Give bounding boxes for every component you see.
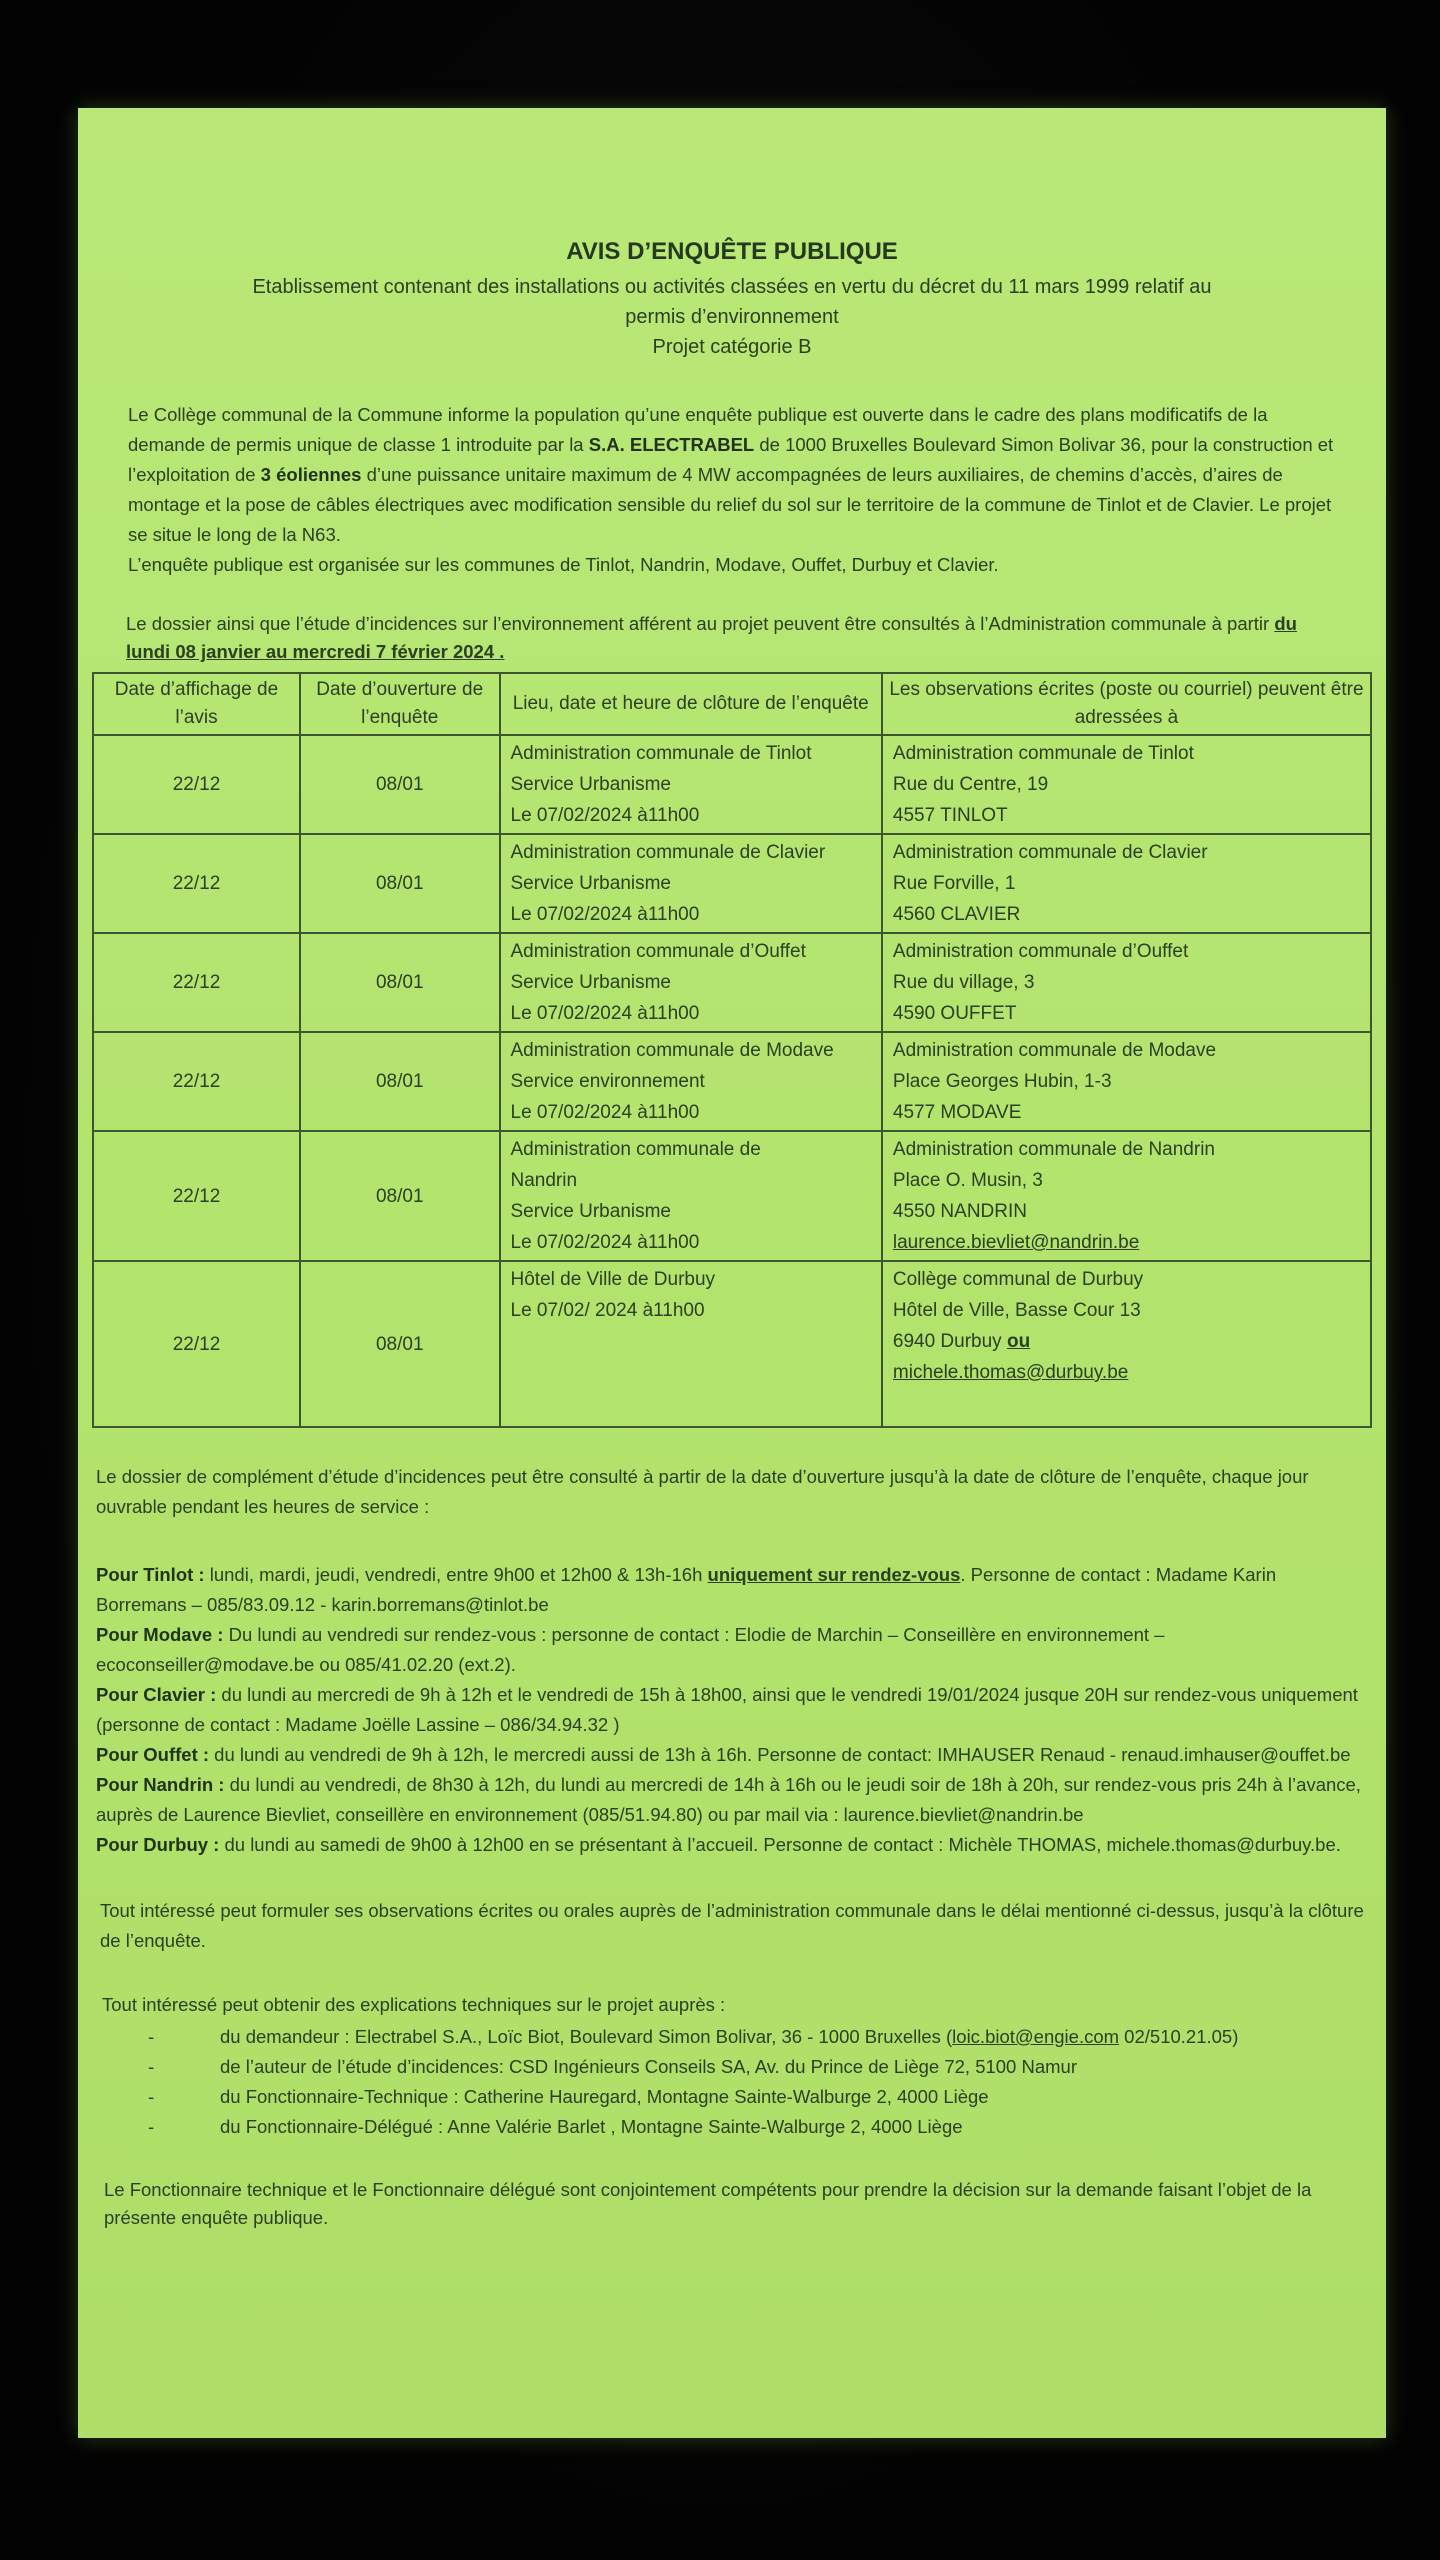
adresse-line: Hôtel de Ville, Basse Cour 13 [892, 1300, 1141, 1321]
adresse-line: 4557 TINLOT [892, 805, 1008, 826]
cell-lieu [500, 834, 882, 933]
adresse-line: 4560 CLAVIER [892, 904, 1021, 925]
lieu-line: Administration communale de Tinlot [510, 743, 812, 764]
durbuy-city: 6940 Durbuy [892, 1331, 1007, 1352]
lieu-line: Le 07/02/2024 à11h00 [510, 805, 700, 826]
contact-label: Pour Durbuy : [96, 1834, 220, 1855]
contact-text: Du lundi au vendredi sur rendez-vous : personne de contact : Elodie de Marchin – Conseillère en environnement – ecoconseiller@modave.be ou 085/41.02.20 (ext.2). [96, 1624, 1165, 1675]
intro-text-b: de 1000 Bruxelles Boulevard Simon Bolivar 36, pour la construction et l’exploitation de [128, 434, 1334, 485]
lieu-line: Le 07/02/2024 à11h00 [510, 1232, 700, 1253]
cell-affichage: 22/12 [93, 735, 300, 834]
contact-tinlot [96, 1560, 1368, 1620]
contact-label: Pour Modave : [96, 1624, 224, 1645]
header-affichage: Date d’affichage de l’avis [93, 673, 300, 735]
communes-paragraph: L’enquête publique est organisée sur les communes de Tinlot, Nandrin, Modave, Ouffet, Durbuy et Clavier. [128, 554, 999, 575]
table-row-tinlot [93, 735, 1371, 834]
adresse-line: Rue du Centre, 19 [892, 774, 1049, 795]
dash-bullet: - [148, 2086, 155, 2107]
cell-ouverture: 08/01 [300, 834, 500, 933]
lieu-line: Service environnement [510, 1071, 705, 1092]
consultation-period: du lundi 08 janvier au mercredi 7 février 2024 . [126, 613, 1297, 662]
contact-clavier [96, 1680, 1368, 1740]
lieu-line: Administration communale de Clavier [510, 842, 826, 863]
durbuy-email-link[interactable]: michele.thomas@durbuy.be [892, 1362, 1129, 1383]
cell-ouverture: 08/01 [300, 1131, 500, 1261]
table-row-nandrin [93, 1131, 1371, 1261]
table-row-durbuy [93, 1261, 1371, 1427]
contact-label: Pour Nandrin : [96, 1774, 225, 1795]
applicant-name: S.A. ELECTRABEL [588, 434, 755, 455]
cell-adresse [882, 1131, 1371, 1261]
contact-text: du lundi au vendredi de 9h à 12h, le mercredi aussi de 13h à 16h. Personne de contact: IMHAUSER Renaud - renaud.imhauser@ouffet.be [209, 1744, 1351, 1765]
dash-bullet: - [148, 2026, 155, 2047]
adresse-line: Administration communale de Nandrin [892, 1139, 1215, 1160]
adresse-line: Place O. Musin, 3 [892, 1170, 1043, 1191]
complement-paragraph: Le dossier de complément d’étude d’incidences peut être consulté à partir de la date d’ouverture jusqu’à la date de clôture de l’enquête, chaque jour ouvrable pendant les heures de service : [96, 1466, 1309, 1517]
header-ouverture: Date d’ouverture de l’enquête [300, 673, 500, 735]
list-item [148, 2082, 1362, 2112]
table-row-ouffet [93, 933, 1371, 1032]
cell-adresse [882, 735, 1371, 834]
lieu-line: Nandrin [510, 1170, 578, 1191]
intro-paragraph [128, 400, 1336, 550]
lieu-line: Administration communale de [510, 1139, 761, 1160]
appointment-only: uniquement sur rendez-vous [707, 1564, 961, 1585]
adresse-line: 4550 NANDRIN [892, 1201, 1027, 1222]
lieu-line: Le 07/02/2024 à11h00 [510, 904, 700, 925]
contact-ouffet [96, 1740, 1368, 1770]
intro-section [128, 400, 1336, 580]
cell-ouverture: 08/01 [300, 735, 500, 834]
cell-lieu [500, 1261, 882, 1427]
technical-intro: Tout intéressé peut obtenir des explications techniques sur le projet auprès : [102, 1994, 726, 2015]
applicant-email-link[interactable]: loic.biot@engie.com [952, 2026, 1120, 2047]
cell-ouverture: 08/01 [300, 1032, 500, 1131]
contact-text: . Personne de contact : Madame Karin Borremans – 085/83.09.12 - karin.borremans@tinlot.be [96, 1564, 1277, 1615]
turbine-count: 3 éoliennes [260, 464, 362, 485]
contact-text: du lundi au samedi de 9h00 à 12h00 en se présentant à l’accueil. Personne de contact : Michèle THOMAS, michele.thomas@durbuy.be. [219, 1834, 1341, 1855]
contact-durbuy [96, 1830, 1368, 1860]
notice-header [78, 108, 1386, 362]
applicant-contact: du demandeur : Electrabel S.A., Loïc Biot, Boulevard Simon Bolivar, 36 - 1000 Bruxelles ( [220, 2026, 953, 2047]
adresse-line: Rue Forville, 1 [892, 873, 1016, 894]
lieu-line: Administration communale de Modave [510, 1040, 834, 1061]
cell-adresse [882, 933, 1371, 1032]
cell-adresse [882, 834, 1371, 933]
cell-lieu [500, 735, 882, 834]
project-category: Projet catégorie B [652, 336, 812, 358]
adresse-line: Administration communale d’Ouffet [892, 941, 1189, 962]
contact-label: Pour Clavier : [96, 1684, 217, 1705]
table-row-clavier [93, 834, 1371, 933]
cell-lieu [500, 933, 882, 1032]
lieu-line: Service Urbanisme [510, 873, 671, 894]
header-adresse: Les observations écrites (poste ou courriel) peuvent être adressées à [882, 673, 1371, 735]
cell-affichage: 22/12 [93, 834, 300, 933]
adresse-line: 4590 OUFFET [892, 1003, 1017, 1024]
lieu-line: Le 07/02/2024 à11h00 [510, 1102, 700, 1123]
final-paragraph: Le Fonctionnaire technique et le Fonctionnaire délégué sont conjointement compétents pour prendre la décision sur la demande faisant l’objet de la présente enquête publique. [104, 2179, 1312, 2228]
notice-paper [78, 108, 1386, 2438]
adresse-line [893, 1326, 1360, 1357]
contact-text: lundi, mardi, jeudi, vendredi, entre 9h00 et 12h00 & 13h-16h [204, 1564, 708, 1585]
adresse-line: 4577 MODAVE [892, 1102, 1022, 1123]
lieu-line: Service Urbanisme [510, 774, 671, 795]
nandrin-email-link[interactable]: laurence.bievliet@nandrin.be [892, 1232, 1140, 1253]
adresse-line: Place Georges Hubin, 1-3 [892, 1071, 1112, 1092]
cell-ouverture: 08/01 [300, 1261, 500, 1427]
dossier-text: Le dossier ainsi que l’étude d’incidences sur l’environnement afférent au projet peuvent être consultés à l’Administration communale à partir [126, 613, 1275, 634]
cell-adresse [882, 1032, 1371, 1131]
intro-text-a: Le Collège communal de la Commune informe la population qu’une enquête publique est ouverte dans le cadre des plans modificatifs de la demande de permis unique de classe 1 introduite par la [128, 404, 1268, 455]
list-item [148, 2022, 1362, 2052]
table-row-modave [93, 1032, 1371, 1131]
intro-text-c: d’une puissance unitaire maximum de 4 MW accompagnées de leurs auxiliaires, de chemins d’accès, d’aires de montage et la pose de câbles électriques avec modification sensible du relief du sol sur le territoire de la commune de Tinlot et de Clavier. Le projet se situe le long de la N63. [128, 464, 1332, 545]
contact-nandrin [96, 1770, 1368, 1830]
notice-subtitle: Etablissement contenant des installations ou activités classées en vertu du décret du 11 mars 1999 relatif au permis d’environnement [252, 276, 1212, 328]
lieu-line: Le 07/02/ 2024 à11h00 [510, 1300, 705, 1321]
dash-bullet: - [148, 2116, 155, 2137]
lieu-line: Le 07/02/2024 à11h00 [510, 1003, 700, 1024]
cell-lieu [500, 1131, 882, 1261]
header-lieu: Lieu, date et heure de clôture de l’enquête [500, 673, 882, 735]
adresse-line: Rue du village, 3 [892, 972, 1035, 993]
lieu-line: Hôtel de Ville de Durbuy [510, 1269, 716, 1290]
observations-paragraph: Tout intéressé peut formuler ses observations écrites ou orales auprès de l’administration communale dans le délai mentionné ci-dessus, jusqu’à la clôture de l’enquête. [100, 1900, 1364, 1951]
list-item-text: du Fonctionnaire-Technique : Catherine Hauregard, Montagne Sainte-Walburge 2, 4000 Liège [220, 2086, 989, 2107]
contact-modave [96, 1620, 1368, 1680]
contact-text: du lundi au vendredi, de 8h30 à 12h, du lundi au mercredi de 14h à 16h ou le jeudi soir de 18h à 20h, sur rendez-vous pris 24h à l’avance, auprès de Laurence Bievliet, conseillère en environnement (085/51.94.80) ou par mail via : laurence.bievliet@nandrin.be [96, 1774, 1361, 1825]
adresse-line: Collège communal de Durbuy [892, 1269, 1144, 1290]
contact-text: du lundi au mercredi de 9h à 12h et le vendredi de 15h à 18h00, ainsi que le vendredi 19/01/2024 jusque 20H sur rendez-vous uniquement (personne de contact : Madame Joëlle Lassine – 086/34.94.32 ) [96, 1684, 1358, 1735]
cell-affichage: 22/12 [93, 1261, 300, 1427]
cell-affichage: 22/12 [93, 1131, 300, 1261]
dossier-paragraph [126, 610, 1338, 666]
or-word: ou [1006, 1331, 1031, 1352]
list-item-text: du Fonctionnaire-Délégué : Anne Valérie Barlet , Montagne Sainte-Walburge 2, 4000 Liège [220, 2116, 963, 2137]
cell-adresse [882, 1261, 1371, 1427]
contact-label: Pour Ouffet : [96, 1744, 210, 1765]
list-item [148, 2052, 1362, 2082]
applicant-phone: 02/510.21.05) [1119, 2026, 1239, 2047]
technical-list [102, 2022, 1362, 2142]
contact-label: Pour Tinlot : [96, 1564, 205, 1585]
contacts-section [96, 1560, 1368, 1860]
cell-ouverture: 08/01 [300, 933, 500, 1032]
lieu-line: Service Urbanisme [510, 1201, 671, 1222]
cell-affichage: 22/12 [93, 933, 300, 1032]
adresse-line: Administration communale de Tinlot [892, 743, 1194, 764]
adresse-line: Administration communale de Clavier [892, 842, 1208, 863]
list-item-text: de l’auteur de l’étude d’incidences: CSD Ingénieurs Conseils SA, Av. du Prince de Liège 72, 5100 Namur [220, 2056, 1077, 2077]
table-header-row [93, 673, 1371, 735]
list-item [148, 2112, 1362, 2142]
adresse-line: Administration communale de Modave [892, 1040, 1217, 1061]
notice-title: AVIS D’ENQUÊTE PUBLIQUE [566, 238, 898, 265]
technical-section [102, 1990, 1362, 2142]
inquiry-table [92, 672, 1372, 1428]
dash-bullet: - [148, 2056, 155, 2077]
cell-lieu [500, 1032, 882, 1131]
list-item-text [220, 2022, 1238, 2052]
cell-affichage: 22/12 [93, 1032, 300, 1131]
lieu-line: Service Urbanisme [510, 972, 671, 993]
lieu-line: Administration communale d’Ouffet [510, 941, 806, 962]
